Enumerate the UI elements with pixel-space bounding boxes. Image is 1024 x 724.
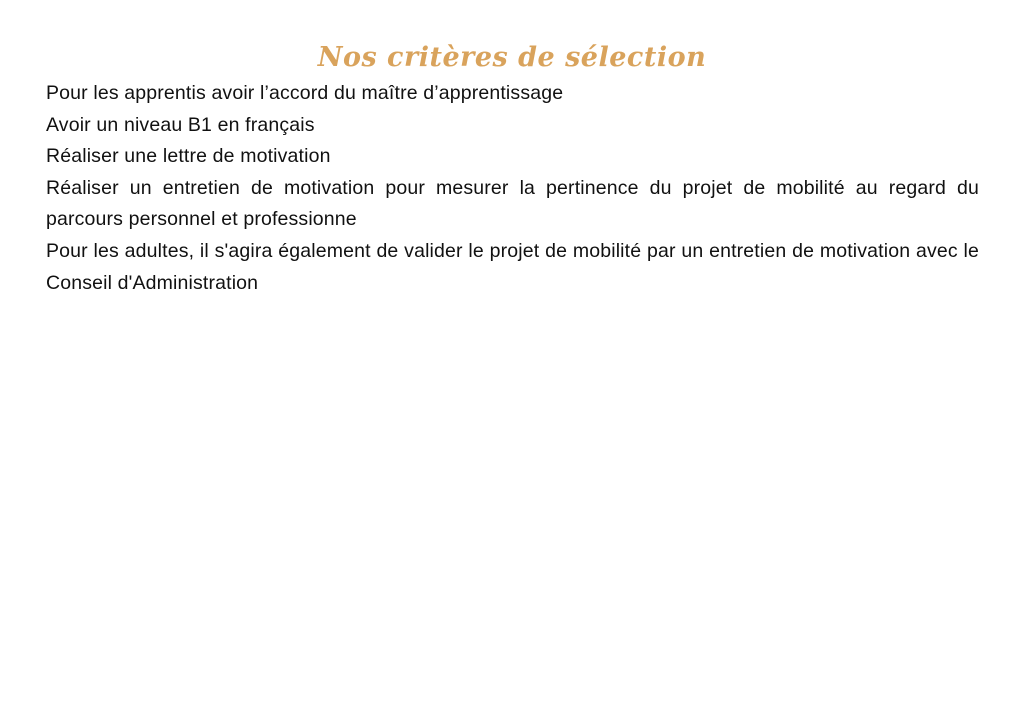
criteria-list (46, 78, 979, 299)
criterion-paragraph: Pour les apprentis avoir l’accord du maître d’apprentissage (46, 82, 564, 104)
page-title: Nos critères de sélection (317, 42, 707, 73)
criterion-paragraph: Réaliser un entretien de motivation pour mesurer la pertinence du projet de mobilité au regard du parcours personnel et professionne (46, 176, 979, 231)
criterion-paragraph: Avoir un niveau B1 en français (46, 113, 315, 136)
criterion-paragraph: Réaliser une lettre de motivation (46, 145, 331, 168)
criterion-paragraph: Pour les adultes, il s'agira également de valider le projet de mobilité par un entretien de motivation avec le Conseil d'Administration (46, 239, 979, 294)
